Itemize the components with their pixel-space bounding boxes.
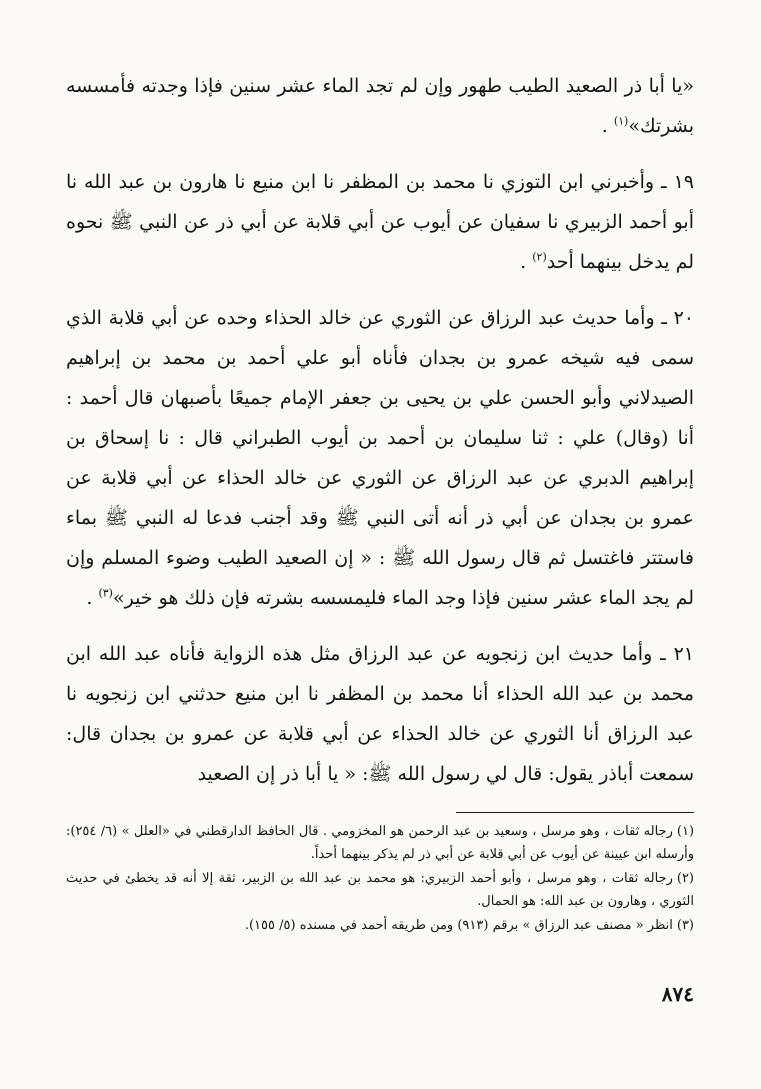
footnote-number: (٣) [676,918,694,933]
paragraph-tail: . [520,251,533,273]
paragraph-tail: . [86,587,99,609]
paragraph-text: ١٩ ـ وأخبرني ابن التوزي نا محمد بن المظفر نا ابن منيع نا هارون بن عبد الله نا أبو أحمد الزبيري نا سفيان عن أيوب عن أبي قلابة عن أبي ذر عن النبي ﷺ نحوه لم يدخل بينهما أحد [66,171,694,273]
paragraph-text: ٢١ ـ وأما حديث ابن زنجويه عن عبد الرزاق مثل هذه الزواية فأناه عبد الله ابن محمد بن عبد الله الحذاء أنا محمد بن المظفر نا ابن منيع حدثني ابن زنجويه نا عبد الرزاق أنا الثوري عن خالد الحذاء عن أبي قلابة عن عمرو بن بجدان قال: سمعت أباذر يقول: قال لي رسول الله ﷺ: « يا أبا ذر إن الصعيد [66,643,694,785]
footnotes-section [66,820,694,938]
footnote-1 [66,820,694,866]
footnote-marker[interactable]: (٣) [98,586,113,600]
footnote-number: (٢) [676,871,694,886]
page-number: ٨٧٤ [661,982,694,1006]
footnote-text: رجاله ثقات ، وهو مرسل ، وأبو أحمد الزبيري: هو محمد بن عبد الله بن الزبير، ثقة إلا أنه قد يخطئ في حديث الثوري ، وهارون بن عبد الله: هو الحمال. [66,871,694,909]
paragraph-21 [66,634,694,794]
footnote-3 [66,914,694,937]
paragraph-text: ٢٠ ـ وأما حديث عبد الرزاق عن الثوري عن خالد الحذاء وحده عن أبي قلابة الذي سمى فيه شيخه عمرو بن بجدان فأناه أبو علي أحمد بن محمد بن إبراهيم الصيدلاني وأبو الحسن علي بن يحيى بن جعفر الإمام جميعًا بأصبهان قال أحمد : أنا (وقال) علي : ثنا سليمان بن أحمد بن أيوب الطبراني قال : نا إسحاق بن إبراهيم الدبري عن عبد الرزاق عن الثوري عن خالد الحذاء عن أبي قلابة عن عمرو بن بجدان عن أبي ذر أنه أتى النبي ﷺ وقد أجنب فدعا له النبي ﷺ بماء فاستتر فاغتسل ثم قال رسول الله ﷺ : « إن الصعيد الطيب وضوء المسلم وإن لم يجد الماء عشر سنين فإذا وجد الماء فليمسسه بشرته فإن ذلك هو خير» [66,307,694,609]
footnote-2 [66,867,694,913]
footnote-text: رجاله ثقات ، وهو مرسل ، وسعيد بن عبد الرحمن هو المخزومي . قال الحافظ الدارقطني في «العلل » (٦/ ٢٥٤): وأرسله ابن عيينة عن أيوب عن أبي قلابة عن أبي ذر لم يذكر بينهما أحداً. [66,824,694,862]
paragraph-hadith-quote [66,66,694,146]
footnote-divider [456,812,694,813]
paragraph-tail: . [601,115,614,137]
footnote-text: انظر « مصنف عبد الرزاق » برقم (٩١٣) ومن طريقه أحمد في مسنده (٥/ ١٥٥). [244,918,673,933]
paragraph-19 [66,162,694,282]
footnote-number: (١) [676,824,695,839]
footnote-marker[interactable]: (٢) [532,250,547,264]
paragraph-20 [66,298,694,618]
paragraph-text: «يا أبا ذر الصعيد الطيب طهور وإن لم تجد الماء عشر سنين فإذا وجدته فأمسسه بشرتك» [66,75,694,137]
footnote-marker[interactable]: (١) [613,114,629,128]
page-body [66,66,694,1056]
